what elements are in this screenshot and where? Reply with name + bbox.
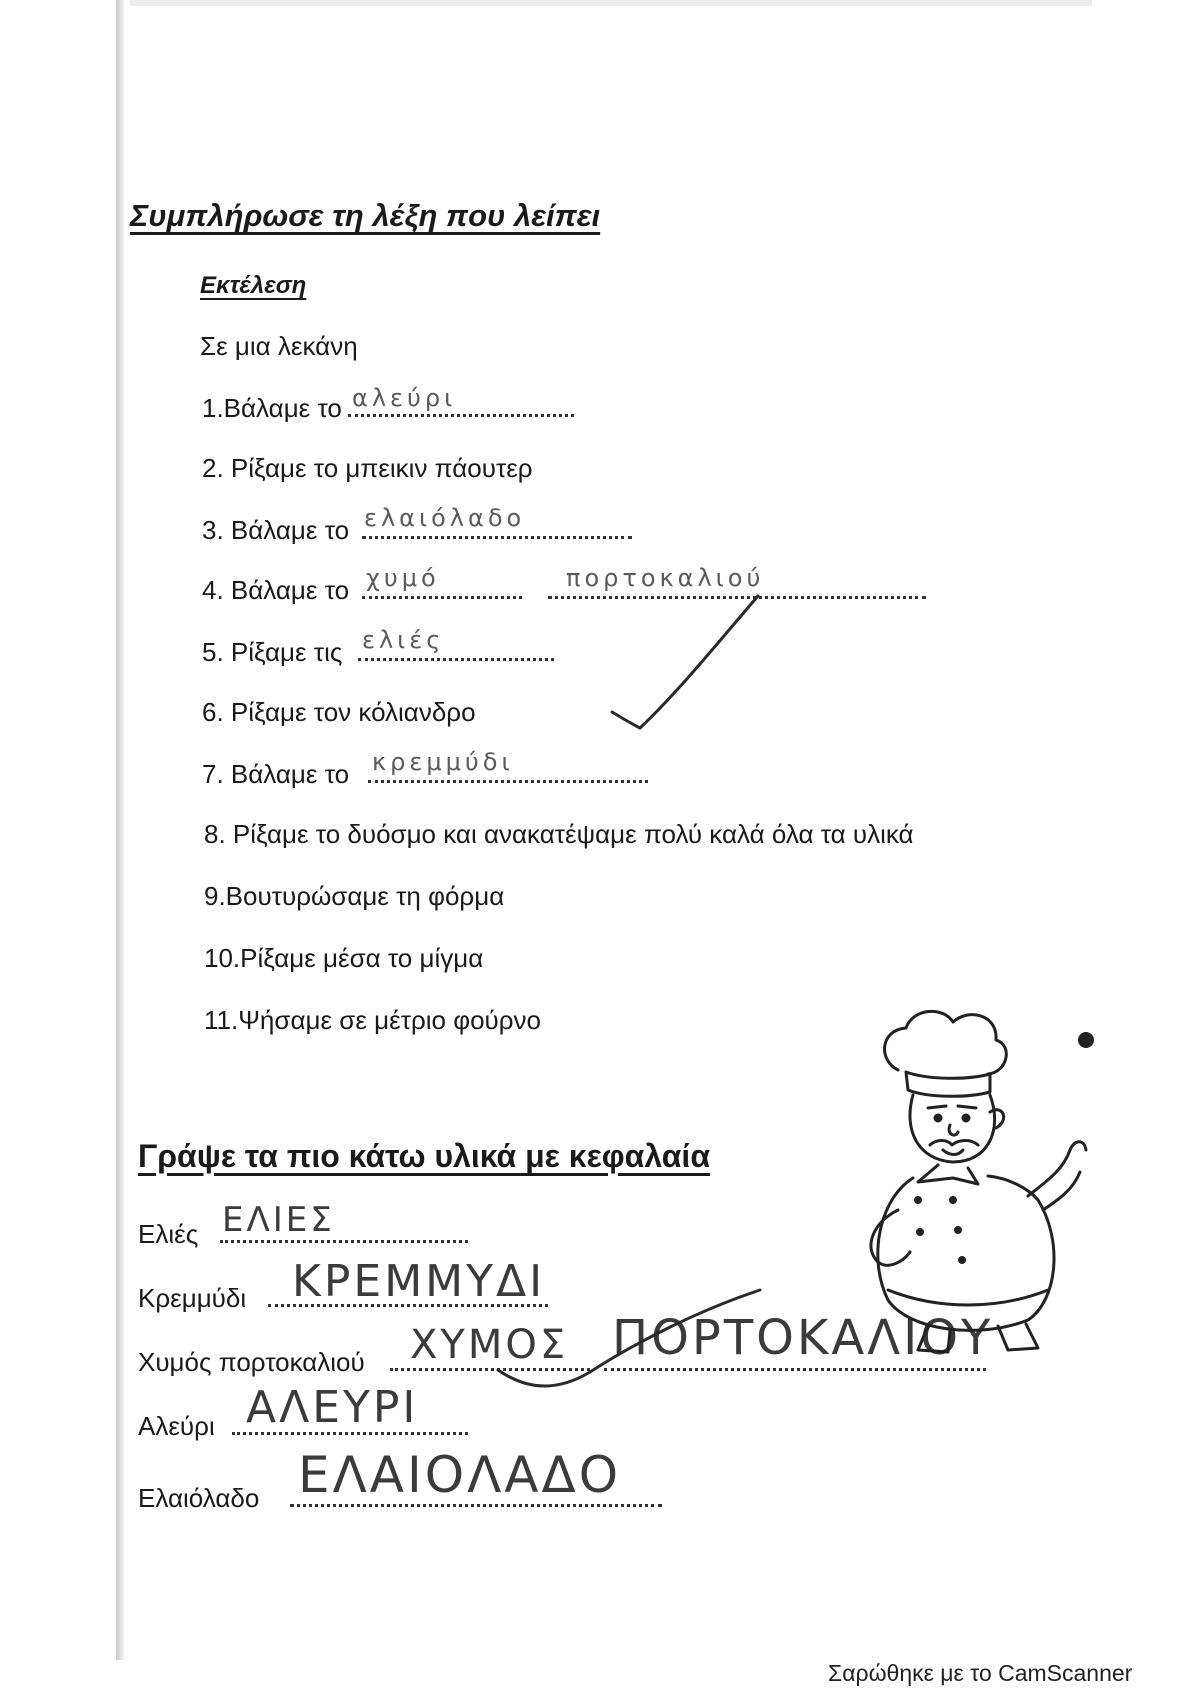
section2-title: Γράψε τα πιο κάτω υλικά με κεφαλαία: [138, 1138, 710, 1174]
item-kremmydi-label: Κρεμμύδι: [138, 1283, 247, 1313]
step-4-label: 4. Βάλαμε το: [202, 575, 350, 605]
step-3-label: 3. Βάλαμε το: [202, 515, 350, 545]
handwritten-answer: κρεμμύδι: [372, 748, 514, 776]
step-10-label: 10.Ρίξαμε μέσα το μίγμα: [204, 943, 484, 973]
item-elaiolado-label: Ελαιόλαδο: [138, 1483, 260, 1513]
step-11-label: 11.Ψήσαμε σε μέτριο φούρνο: [204, 1005, 542, 1035]
step-5-label: 5. Ρίξαμε τις: [202, 637, 343, 667]
step-9-label: 9.Βουτυρώσαμε τη φόρμα: [204, 881, 505, 911]
handwritten-answer: ΕΛΙΕΣ: [222, 1200, 335, 1240]
handwritten-answer: ΚΡΕΜΜΥΔΙ: [292, 1256, 546, 1307]
handwritten-answer: ΠΟΡΤΟΚΑΛΙΟΥ: [612, 1310, 994, 1366]
item-elies-label: Ελιές: [138, 1219, 199, 1249]
handwritten-answer: αλεύρι: [352, 384, 457, 412]
handwritten-answer: ελαιόλαδο: [364, 504, 526, 532]
section1-intro: Σε μια λεκάνη: [200, 331, 358, 361]
handwritten-answer: πορτοκαλιού: [566, 564, 765, 592]
handwritten-answer: ελιές: [362, 626, 445, 654]
step-6-label: 6. Ρίξαμε τον κόλιανδρο: [202, 697, 476, 727]
step-2-label: 2. Ρίξαμε το μπεικιν πάουτερ: [202, 453, 533, 483]
handwritten-answer: ΧΥΜΟΣ: [410, 1322, 569, 1368]
step-1-label: 1.Βάλαμε το: [202, 393, 342, 423]
handwritten-answer: ΕΛΑΙΟΛΑΔΟ: [298, 1446, 622, 1504]
section1-subtitle: Εκτέλεση: [200, 272, 307, 299]
handwritten-answer: ΑΛΕΥΡΙ: [246, 1382, 419, 1433]
handwritten-answer: χυμό: [366, 564, 440, 592]
section1-title: Συμπλήρωσε τη λέξη που λείπει: [130, 198, 601, 233]
step-7-label: 7. Βάλαμε το: [202, 759, 350, 789]
chef-illustration-icon: [858, 1000, 1088, 1360]
item-aleuri-label: Αλεύρι: [138, 1411, 215, 1441]
item-xymos-label: Χυμός πορτοκαλιού: [138, 1347, 365, 1377]
step-8-label: 8. Ρίξαμε το δυόσμο και ανακατέψαμε πολύ καλά όλα τα υλικά: [204, 819, 914, 849]
camscanner-watermark: Σαρώθηκε με το CamScanner: [828, 1660, 1133, 1686]
